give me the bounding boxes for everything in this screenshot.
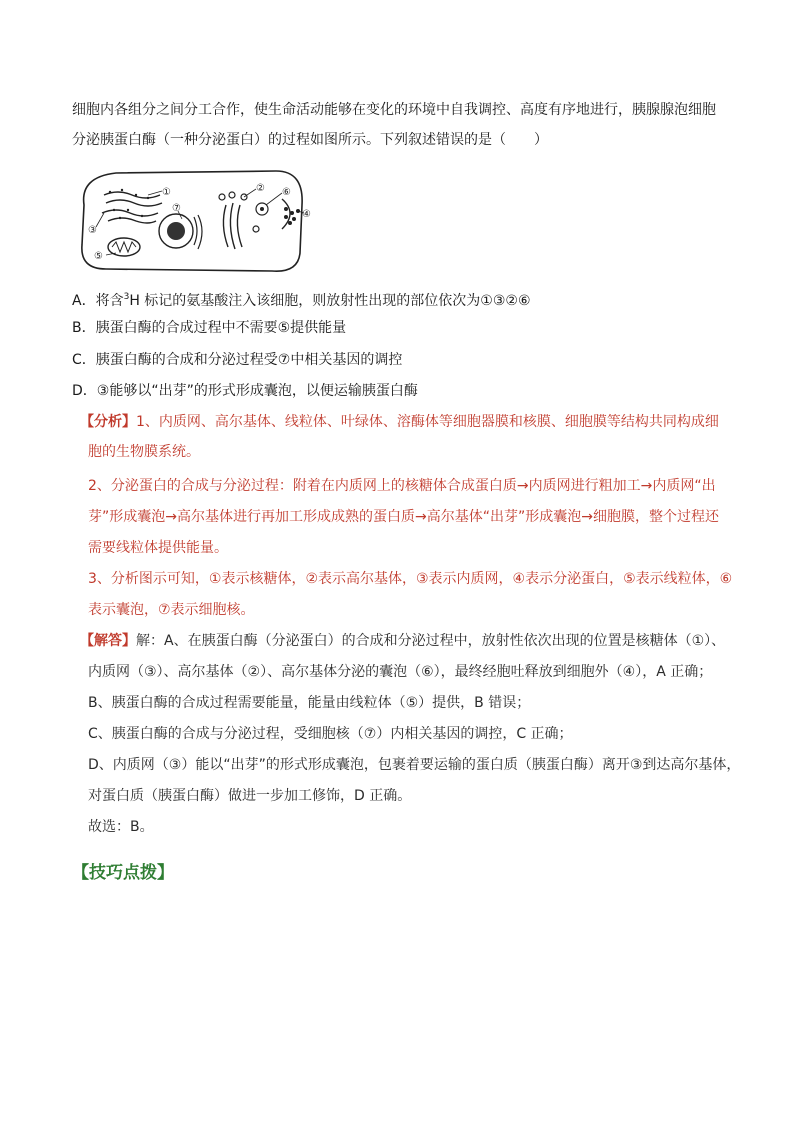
answer-l3: B、胰蛋白酶的合成过程需要能量，能量由线粒体（⑤）提供，B 错误； [88,695,531,711]
figure-label-6: ⑥ [282,187,291,198]
analysis-p2-l2: 芽”形成囊泡→高尔基体进行再加工形成成熟的蛋白质→高尔基体“出芽”形成囊泡→细胞膜，整个过程还 [88,509,719,525]
question-stem-line-1: 细胞内各组分之间分工合作，使生命活动能够在变化的环境中自我调控、高度有序地进行，胰腺腺泡细胞 [72,102,716,118]
figure-labels [88,183,311,262]
option-a [72,287,531,311]
analysis-p3-l2: 表示囊泡，⑦表示细胞核。 [88,602,255,618]
question-stem-line-2: 分泌胰蛋白酶（一种分泌蛋白）的过程如图所示。下列叙述错误的是（ ） [72,132,548,148]
analysis-p1-l1: 1、内质网、高尔基体、线粒体、叶绿体、溶酶体等细胞器膜和核膜、细胞膜等结构共同构成细 [136,414,719,430]
analysis-p2-l1: 2、分泌蛋白的合成与分泌过程：附着在内质网上的核糖体合成蛋白质→内质网进行粗加工→内质网“出 [88,478,716,494]
option-a-prefix: A．将含 [72,293,124,309]
answer-l6: 对蛋白质（胰蛋白酶）做进一步加工修饰，D 正确。 [88,788,412,804]
figure-label-7: ⑦ [172,203,181,214]
option-b: B．胰蛋白酶的合成过程中不需要⑤提供能量 [72,320,347,336]
figure-label-3: ③ [88,225,97,236]
option-a-text: H 标记的氨基酸注入该细胞，则放射性出现的部位依次为①③②⑥ [129,293,531,309]
analysis-line-1 [80,412,719,432]
answer-l4: C、胰蛋白酶的合成与分泌过程，受细胞核（⑦）内相关基因的调控，C 正确； [88,726,573,742]
secreted-protein-dots [284,207,300,225]
golgi-shape [223,203,242,249]
nucleolus-shape [167,222,185,240]
answer-line-1 [80,631,725,651]
answer-l7: 故选：B。 [88,819,154,835]
analysis-tag: 【分析】 [80,414,136,430]
isotope-superscript: 3 [123,292,130,302]
analysis-p3-l1: 3、分析图示可知，①表示核糖体，②表示高尔基体，③表示内质网，④表示分泌蛋白，⑤表示线粒体，⑥ [88,571,733,587]
answer-l5: D、内质网（③）能以“出芽”的形式形成囊泡，包裹着要运输的蛋白质（胰蛋白酶）离开③到达高尔基体， [88,757,741,773]
option-d: D．③能够以“出芽”的形式形成囊泡，以便运输胰蛋白酶 [72,383,418,399]
cell-membrane-outline [82,171,302,271]
answer-l1: 解：A、在胰蛋白酶（分泌蛋白）的合成和分泌过程中，放射性依次出现的位置是核糖体（①）、 [136,633,726,649]
figure-label-2: ② [256,183,265,194]
section-heading: 【技巧点拨】 [72,863,174,883]
answer-l2: 内质网（③）、高尔基体（②）、高尔基体分泌的囊泡（⑥），最终经胞吐释放到细胞外（④），A 正确； [88,664,713,680]
figure-label-5: ⑤ [94,251,103,262]
cell-secretion-diagram [76,165,311,277]
rough-er-shape [102,192,162,223]
option-c: C．胰蛋白酶的合成和分泌过程受⑦中相关基因的调控 [72,352,403,368]
answer-tag: 【解答】 [80,633,136,649]
analysis-p2-l3: 需要线粒体提供能量。 [88,540,228,556]
figure-label-4: ④ [302,209,311,220]
analysis-p1-l2: 胞的生物膜系统。 [88,444,200,460]
figure-label-1: ① [162,187,171,198]
